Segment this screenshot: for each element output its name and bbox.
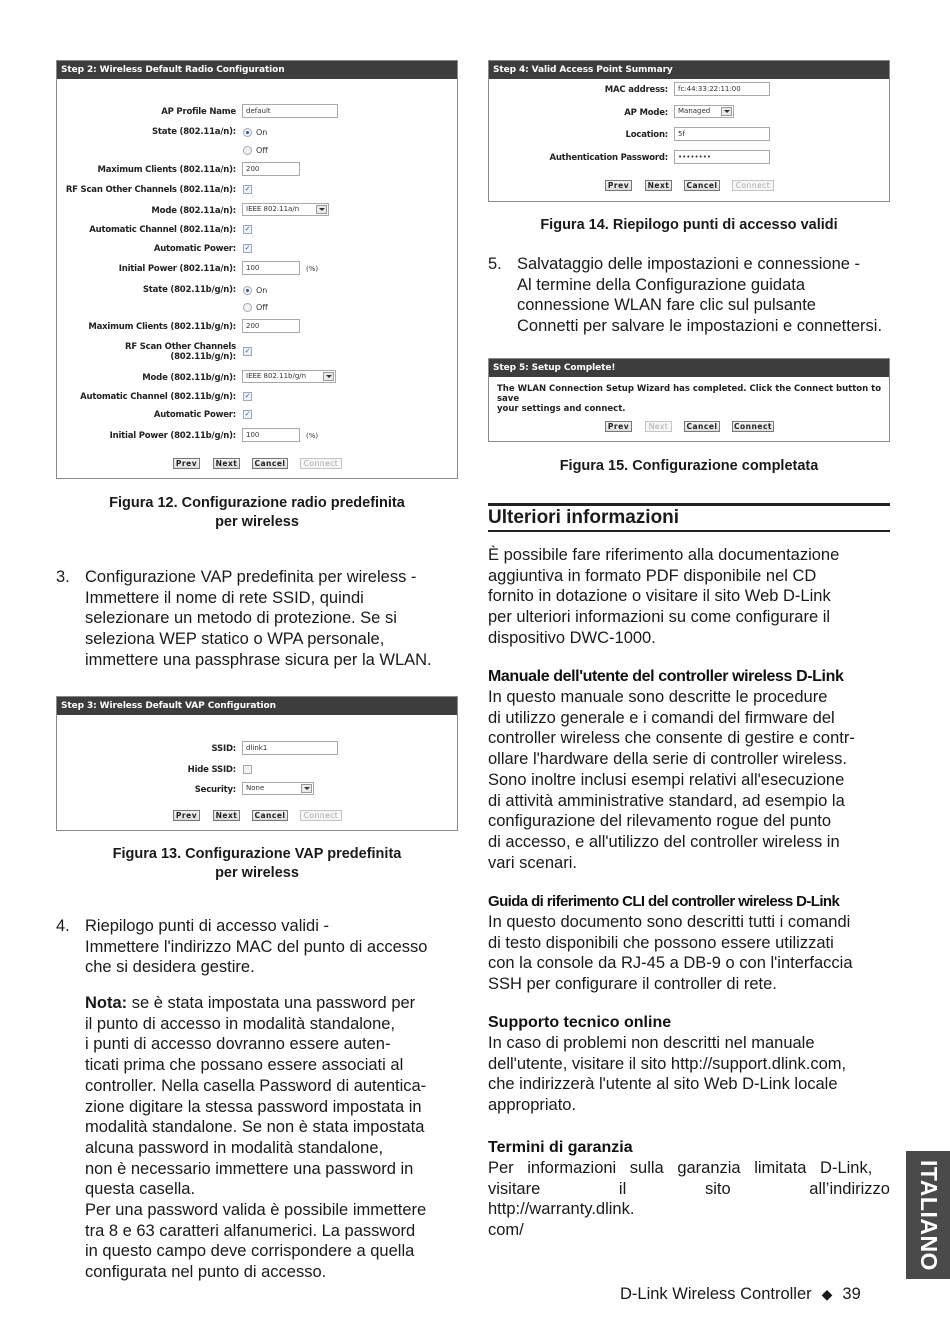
figure12-caption [56,494,458,532]
cancel-button[interactable]: Cancel [684,180,720,191]
panel-title: Step 4: Valid Access Point Summary [489,61,889,79]
prev-button[interactable]: Prev [605,180,632,191]
text-line: In questo documento sono descritti tutti i comandi [488,913,851,931]
text-line: Immettere l'indirizzo MAC del punto di accesso [85,937,428,956]
state-b-off-text: Off [256,303,268,312]
prev-button[interactable]: Prev [173,458,200,469]
mac-address-input[interactable]: fc:44:33:22:11:00 [674,82,770,96]
auto-channel-a-checkbox[interactable]: ✓ [244,225,251,233]
text-line: SSH per configurare il controller di rete. [488,975,777,994]
figure13-vap-config-panel [56,696,458,831]
text-line: in questo campo deve corrispondere a quella [85,1242,415,1261]
figure15-caption: Figura 15. Configurazione completata [559,458,819,474]
text-line: Connetti per salvare le impostazioni e connettersi. [517,317,883,336]
security-label: Security: [194,785,236,795]
message-line: The WLAN Connection Setup Wizard has completed. Click the Connect button to save [497,384,882,404]
text-line: configurata nel punto di accesso. [85,1263,327,1282]
rf-scan-a-checkbox[interactable]: ✓ [244,185,251,193]
text-line: di utilizzo generale e i comandi del firmware del [488,708,835,727]
ap-mode-value: Managed [678,107,711,115]
initial-power-b-label: Initial Power (802.11b/g/n): [109,431,236,441]
initial-power-a-input[interactable]: 100 [242,261,300,275]
figure13-caption [56,845,458,883]
initial-power-a-unit: (%) [306,265,319,273]
max-clients-a-label: Maximum Clients (802.11a/n): [97,165,236,175]
initial-power-a-label: Initial Power (802.11a/n): [118,264,236,274]
text-line: In questo manuale sono descritte le procedure [488,688,828,706]
text-line: dispositivo DWC-1000. [488,628,656,647]
more-info-intro [488,545,893,649]
text-line: modalità standalone. Se non è stata impostata [85,1118,425,1137]
initial-power-b-unit: (%) [306,432,319,440]
text-line: Configurazione VAP predefinita per wireless - [85,568,417,586]
text-line: Per informazioni sulla garanzia limitata D-Link, [488,1159,873,1177]
text-line: fornito in dotazione o visitare il sito Web D-Link [488,587,831,606]
hide-ssid-label: Hide SSID: [187,765,236,775]
text-line: Al termine della Configurazione guidata [517,275,806,294]
user-manual-heading: Manuale dell'utente del controller wireless D-Link [488,668,844,685]
location-input[interactable]: 5f [674,127,770,141]
language-side-tab [906,1151,950,1279]
panel-title: Step 5: Setup Complete! [489,359,889,377]
mode-a-value: IEEE 802.11a/n [246,205,300,213]
text-line: Riepilogo punti di accesso validi - [85,917,329,935]
state-a-label: State (802.11a/n): [152,127,236,137]
next-button[interactable]: Next [645,421,672,432]
cancel-button[interactable]: Cancel [252,458,288,469]
initial-power-b-input[interactable]: 100 [242,428,300,442]
language-label: ITALIANO [915,1159,942,1271]
caption-line: Figura 13. Configurazione VAP predefinita [112,846,402,862]
state-b-on-text: On [256,286,268,295]
rf-scan-b-checkbox[interactable]: ✓ [244,347,251,355]
auto-power-a-label: Automatic Power: [153,244,236,254]
rf-scan-b-label-line1: RF Scan Other Channels [125,342,236,352]
mac-address-label: MAC address: [604,85,668,95]
state-b-off-radio[interactable] [243,303,252,312]
text-line: di accesso, e all'utilizzo del controller wireless in [488,832,840,851]
text-line: ticati prima che possano essere associati al [85,1056,404,1075]
hide-ssid-checkbox[interactable] [243,765,252,774]
connect-button[interactable]: Connect [300,458,342,469]
text-line: dell'utente, visitare il sito http://support.dlink.com, [488,1054,847,1073]
ap-mode-select[interactable] [674,105,734,118]
page-footer [620,1284,861,1304]
diamond-icon: ◆ [821,1286,833,1302]
state-b-on-radio[interactable] [243,286,252,295]
cli-guide-heading: Guida di riferimento CLI del controller wireless D-Link [488,893,840,910]
step5-text [517,254,897,337]
state-a-on-text: On [256,128,268,137]
auto-channel-b-label: Automatic Channel (802.11b/g/n): [80,392,236,402]
ssid-label: SSID: [211,744,236,754]
security-value: None [246,784,265,792]
user-manual-text [488,687,893,873]
security-select[interactable] [242,782,314,795]
note-first-line [85,993,465,1014]
text-line: Immettere il nome di rete SSID, quindi [85,588,364,607]
chevron-down-icon[interactable] [301,784,312,793]
connect-button[interactable]: Connect [732,180,774,191]
text-line: È possibile fare riferimento alla documentazione [488,546,840,564]
panel-title: Step 2: Wireless Default Radio Configuration [57,61,457,79]
auto-channel-a-label: Automatic Channel (802.11a/n): [89,225,236,235]
message-line: your settings and connect. [497,404,626,414]
chevron-down-icon[interactable] [316,205,327,214]
ap-mode-label: AP Mode: [624,108,668,118]
cancel-button[interactable]: Cancel [684,421,720,432]
setup-complete-message [497,384,887,414]
figure12-radio-config-panel [56,60,458,479]
step3-number: 3. [56,568,70,586]
text-line: per ulteriori informazioni su come configurare il [488,608,831,627]
text-line: che si desidera gestire. [85,958,255,977]
ap-profile-name-label: AP Profile Name [161,107,236,117]
text-line: vari scenari. [488,853,577,872]
step4-note [85,993,465,1283]
text-line: con la console da RJ-45 a DB-9 o con l'interfaccia [488,954,853,973]
warranty-text [488,1158,890,1241]
text-line: Sono inoltre inclusi esempi relativi all'esecuzione [488,770,845,789]
support-heading: Supporto tecnico online [488,1014,672,1031]
note-label: Nota: [85,994,128,1012]
section-top-rule [488,503,890,506]
next-button[interactable]: Next [213,810,240,821]
state-a-off-text: Off [256,146,268,155]
mode-b-label: Mode (802.11b/g/n): [142,373,236,383]
text-line: zione digitare la stessa password impostata in [85,1097,422,1116]
text-line: In caso di problemi non descritti nel manuale [488,1034,815,1052]
step3-text [85,567,465,671]
text-line: com/ [488,1221,524,1240]
auth-password-input[interactable]: •••••••• [674,150,770,164]
text-line: controller wireless che consente di gestire e contr- [488,729,855,748]
connect-button[interactable]: Connect [300,810,342,821]
step5-number: 5. [488,255,502,273]
section-bottom-rule [488,530,890,532]
footer-product-name: D-Link Wireless Controller [620,1285,812,1303]
text-line: questa casella. [85,1180,196,1199]
prev-button[interactable]: Prev [605,421,632,432]
mode-b-select[interactable] [242,370,336,383]
note-text: se è stata impostata una password per [127,994,416,1012]
text-line: di attività amministrative standard, ad esempio la [488,791,845,810]
support-text [488,1033,893,1116]
text-line: visitare il sito all’indirizzo http://warranty.dlink. [488,1179,890,1219]
text-line: tra 8 e 63 caratteri alfanumerici. La password [85,1221,416,1240]
text-line: alcuna password in modalità standalone, [85,1138,384,1157]
max-clients-b-label: Maximum Clients (802.11b/g/n): [88,322,236,332]
rf-scan-a-label: RF Scan Other Channels (802.11a/n): [65,185,236,195]
warranty-heading: Termini di garanzia [488,1139,633,1156]
caption-line: per wireless [215,514,299,530]
state-a-on-radio[interactable] [243,128,252,137]
text-line: non è necessario immettere una password in [85,1159,414,1178]
auto-power-b-checkbox[interactable]: ✓ [244,410,251,418]
chevron-down-icon[interactable] [721,107,732,116]
auto-power-b-label: Automatic Power: [153,410,236,420]
auth-password-label: Authentication Password: [549,153,668,163]
next-button[interactable]: Next [645,180,672,191]
panel-title: Step 3: Wireless Default VAP Configuration [57,697,457,715]
text-line: selezionare un metodo di protezione. Se si [85,609,397,628]
auto-power-a-checkbox[interactable]: ✓ [244,244,251,252]
caption-line: Figura 12. Configurazione radio predefinita [109,495,405,511]
cancel-button[interactable]: Cancel [252,810,288,821]
step4-text [85,916,465,978]
text-line: configurazione del rilevamento rogue del punto [488,812,832,831]
mode-b-value: IEEE 802.11b/g/n [246,372,307,380]
connect-button[interactable]: Connect [732,421,774,432]
next-button[interactable]: Next [213,458,240,469]
text-line: di testo disponibili che possono essere utilizzati [488,933,834,952]
ssid-input[interactable]: dlink1 [242,741,338,755]
mode-a-select[interactable] [242,203,329,216]
text-line: che indirizzerà l'utente al sito Web D-Link locale [488,1075,838,1094]
text-line: Per una password valida è possibile immettere [85,1201,427,1220]
max-clients-b-input[interactable]: 200 [242,319,300,333]
cli-guide-text [488,912,893,995]
text-line: seleziona WEP statico o WPA personale, [85,630,385,649]
text-line: Salvataggio delle impostazioni e connessione - [517,255,861,273]
text-line: appropriato. [488,1096,577,1115]
more-info-title: Ulteriori informazioni [488,507,680,528]
figure14-caption: Figura 14. Riepilogo punti di accesso validi [540,217,838,233]
state-b-label: State (802.11b/g/n): [142,285,236,295]
max-clients-a-input[interactable]: 200 [242,162,300,176]
auto-channel-b-checkbox[interactable]: ✓ [244,392,251,400]
figure14-ap-summary-panel [488,60,890,202]
text-line: immettere una passphrase sicura per la WLAN. [85,650,432,669]
text-line: il punto di accesso in modalità standalone, [85,1014,396,1033]
text-line: controller. Nella casella Password di autentica- [85,1076,427,1095]
step4-number: 4. [56,917,70,935]
text-line: ollare l'hardware della serie di controller wireless. [488,750,847,769]
ap-profile-name-input[interactable]: default [242,104,338,118]
page-number: 39 [842,1285,861,1303]
rf-scan-b-label-line2: (802.11b/g/n): [170,352,236,362]
prev-button[interactable]: Prev [173,810,200,821]
figure15-setup-complete-panel [488,358,890,442]
text-line: aggiuntiva in formato PDF disponibile nel CD [488,566,817,585]
mode-a-label: Mode (802.11a/n): [151,206,236,216]
state-a-off-radio[interactable] [243,146,252,155]
caption-line: per wireless [215,865,299,881]
chevron-down-icon[interactable] [323,372,334,381]
location-label: Location: [625,130,668,140]
text-line: i punti di accesso dovranno essere auten- [85,1035,391,1054]
text-line: connessione WLAN fare clic sul pulsante [517,296,816,315]
